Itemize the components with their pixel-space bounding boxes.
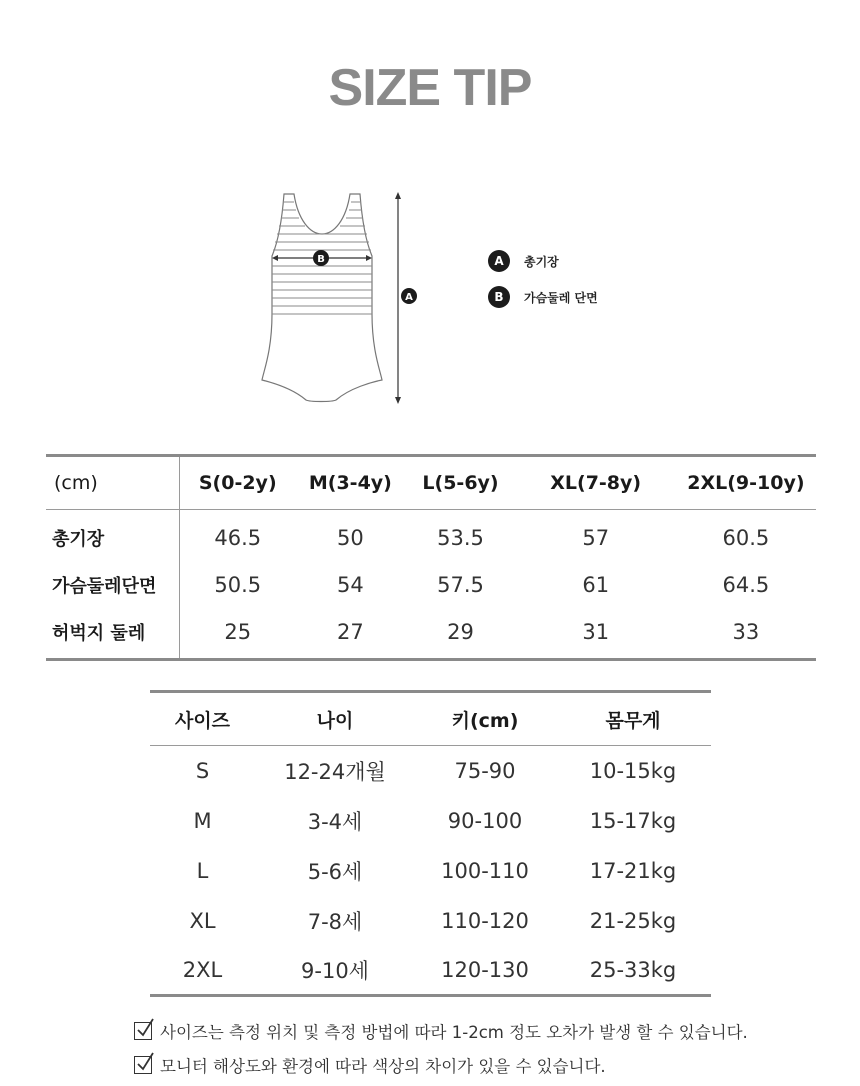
table-cell: XL (189, 908, 216, 933)
legend-label-b: 가슴둘레 단면 (524, 290, 598, 305)
table-cell: 25-33kg (589, 957, 677, 982)
table-cell: 60.5 (722, 525, 770, 550)
size-header: XL(7-8y) (550, 472, 642, 494)
note-text: 사이즈는 측정 위치 및 측정 방법에 따라 1-2cm 정도 오차가 발생 할 수 있습니다. (160, 1023, 748, 1042)
legend-item-a (488, 250, 598, 272)
column-header: 나이 (316, 709, 354, 732)
table-cell: 29 (447, 619, 474, 644)
checkbox-icon (134, 1022, 152, 1040)
table-row (46, 510, 816, 560)
table-cell: 100-110 (441, 858, 529, 883)
table-cell: 64.5 (722, 572, 770, 597)
table-cell: 15-17kg (589, 808, 677, 833)
notes (134, 1018, 748, 1086)
column-header: 몸무게 (605, 709, 661, 732)
page-title: SIZE TIP (328, 59, 532, 117)
row-label: 가슴둘레단면 (46, 560, 180, 610)
table-cell: 5-6세 (307, 859, 363, 884)
badge-b: B (488, 286, 510, 308)
table-cell: 2XL (182, 957, 223, 982)
note-item (134, 1018, 748, 1044)
swimsuit-diagram (250, 180, 450, 420)
table-cell: 3-4세 (307, 809, 363, 834)
table-cell: 9-10세 (301, 958, 369, 983)
legend-label-a: 총기장 (524, 254, 559, 269)
unit-label: (cm) (46, 456, 180, 510)
table-cell: 21-25kg (589, 908, 677, 933)
table-cell: 10-15kg (589, 758, 677, 783)
table-cell: 25 (224, 619, 252, 644)
table-row (150, 796, 711, 846)
table-cell: 57.5 (437, 572, 484, 597)
measurement-table (46, 454, 816, 661)
row-label: 총기장 (46, 510, 180, 560)
table-cell: 7-8세 (307, 909, 363, 934)
table-row (150, 746, 711, 796)
table-cell: 57 (582, 525, 610, 550)
table-cell: 61 (582, 572, 610, 597)
legend-item-b (488, 286, 598, 308)
diagram-legend (488, 250, 598, 322)
size-header: M(3-4y) (308, 472, 392, 494)
measurement-header-row (46, 456, 816, 510)
badge-a-label: A (405, 292, 413, 303)
size-header: L(5-6y) (422, 472, 499, 494)
guide-header-row (150, 692, 711, 746)
size-guide-table (150, 690, 711, 997)
table-cell: 75-90 (454, 758, 516, 783)
checkbox-icon (134, 1056, 152, 1074)
table-cell: 31 (582, 619, 610, 644)
table-row (46, 610, 816, 660)
note-text: 모니터 해상도와 환경에 따라 색상의 차이가 있을 수 있습니다. (160, 1057, 606, 1076)
table-cell: L (196, 858, 209, 883)
table-row (150, 896, 711, 946)
badge-b-label: B (317, 254, 325, 265)
table-row (150, 846, 711, 896)
table-cell: 110-120 (441, 908, 529, 933)
table-cell: 46.5 (214, 525, 262, 550)
size-header: S(0-2y) (198, 472, 277, 494)
table-row (150, 946, 711, 996)
column-header: 사이즈 (174, 709, 231, 732)
table-row (46, 560, 816, 610)
length-measure-line (395, 192, 417, 404)
table-cell: 120-130 (441, 957, 529, 982)
note-item (134, 1052, 748, 1078)
table-cell: 50 (337, 525, 364, 550)
table-cell: 90-100 (447, 808, 523, 833)
table-cell: S (195, 758, 210, 783)
table-cell: 12-24개월 (284, 759, 386, 784)
table-cell: 54 (337, 572, 364, 597)
table-cell: 53.5 (437, 525, 484, 550)
badge-a: A (488, 250, 510, 272)
column-header: 키(cm) (451, 709, 519, 732)
table-cell: M (193, 808, 212, 833)
table-cell: 50.5 (214, 572, 262, 597)
table-cell: 33 (732, 619, 760, 644)
size-header: 2XL(9-10y) (687, 472, 805, 494)
row-label: 허벅지 둘레 (46, 610, 180, 660)
table-cell: 27 (337, 619, 364, 644)
table-cell: 17-21kg (589, 858, 677, 883)
